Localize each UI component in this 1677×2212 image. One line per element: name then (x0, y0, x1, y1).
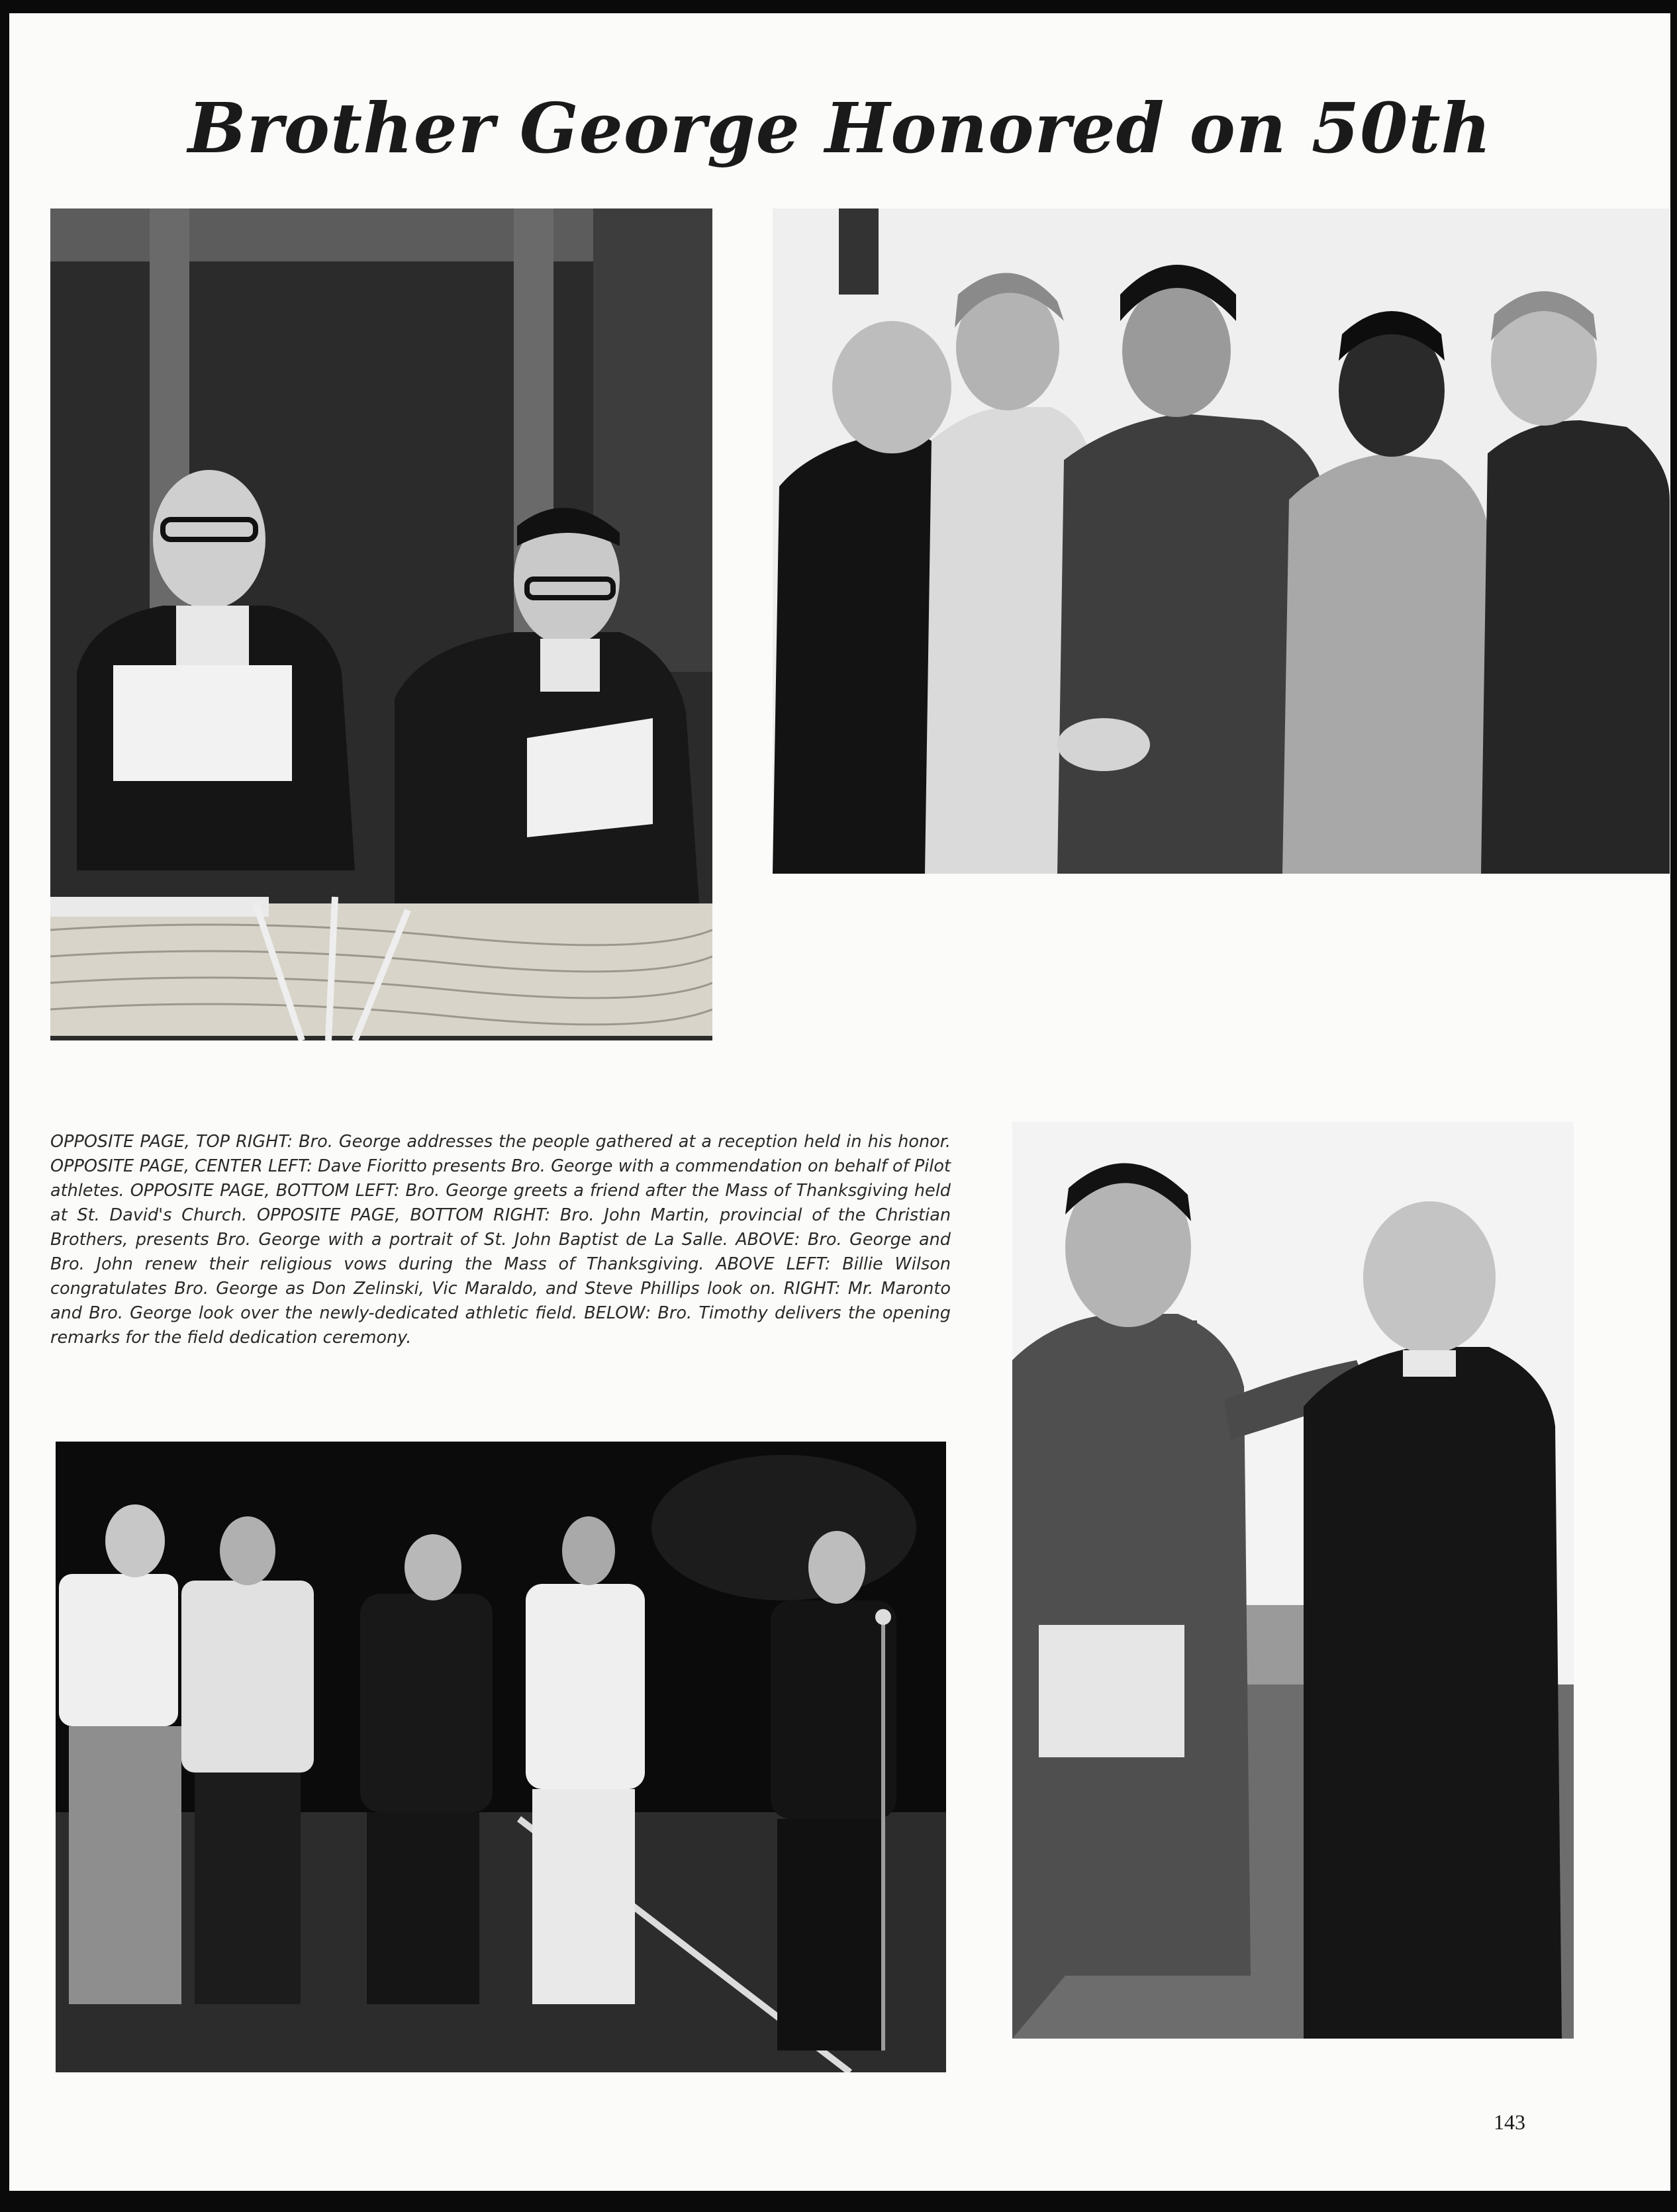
photo-field-walk (1012, 1122, 1574, 2039)
photo-vows-renewal (50, 208, 712, 1040)
page-title: Brother George Honored on 50th (187, 87, 1492, 169)
yearbook-page (9, 13, 1670, 2191)
photo-athletes-congratulate (773, 208, 1670, 874)
photo-caption: OPPOSITE PAGE, TOP RIGHT: Bro. George addresses the people gathered at a reception held in his honor. OPPOSITE PAGE, CENTER LEFT: Dave Fioritto presents Bro. George with a commendation on behalf of Pilot athletes. OPPOSITE PAGE, BOTTOM LEFT: Bro. George greets a friend after the Mass of Thanksgiving held at St. David's Church. OPPOSITE PAGE, BOTTOM RIGHT: Bro. John Martin, provincial of the Christian Brothers, presents Bro. George with a portrait of St. John Baptist de La Salle. ABOVE: Bro. George and Bro. John renew their religious vows during the Mass of Thanksgiving. ABOVE LEFT: Billie Wilson congratulates Bro. George as Don Zelinski, Vic Maraldo, and Steve Phillips look on. RIGHT: Mr. Maronto and Bro. George look over the newly-dedicated athletic field. BELOW: Bro. Timothy delivers the opening remarks for the field dedication ceremony. (50, 1132, 951, 1348)
photo-field-dedication (56, 1442, 946, 2072)
page-number: 143 (1494, 2110, 1525, 2134)
